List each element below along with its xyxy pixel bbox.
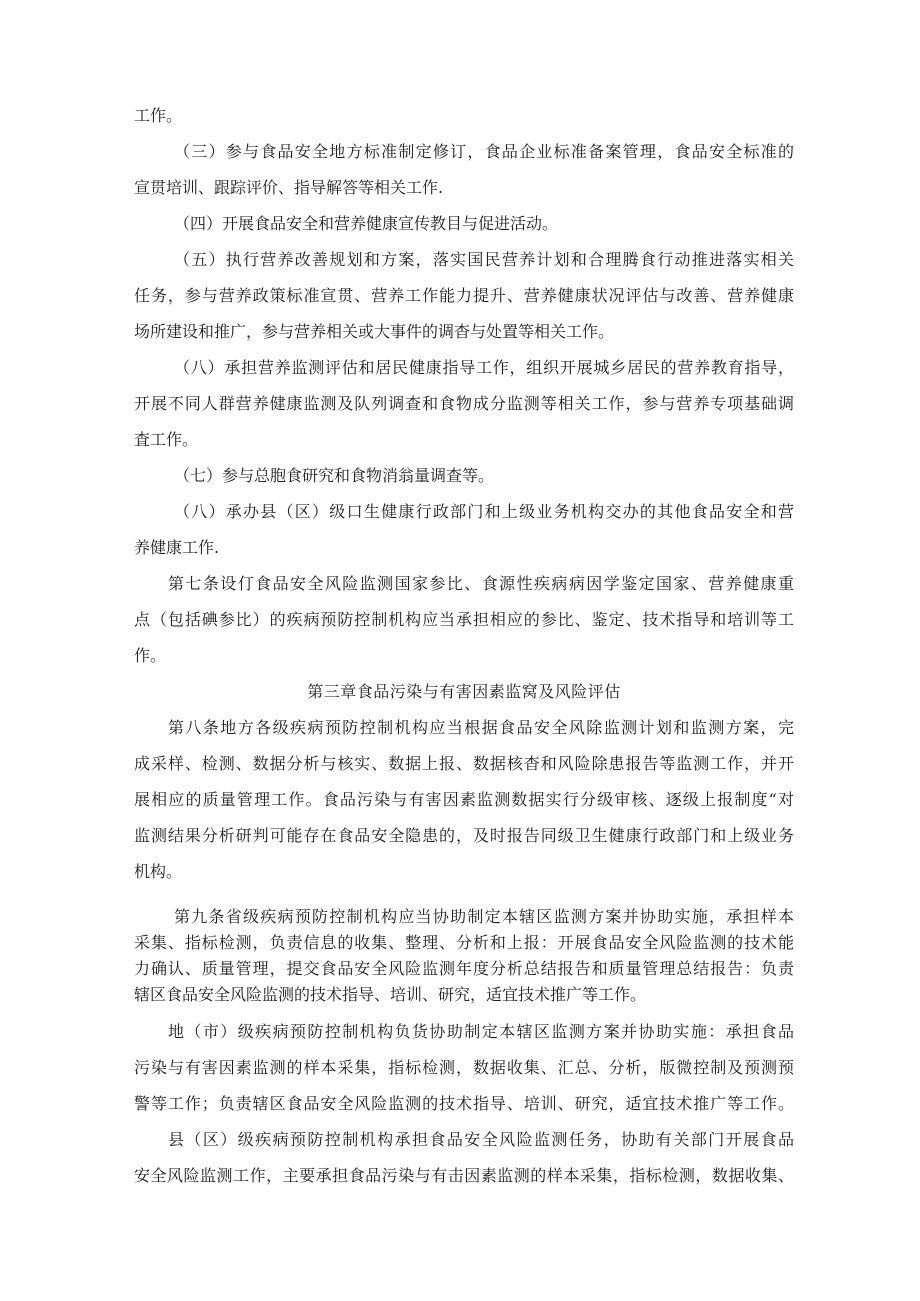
text-line: （三）参与食品安全地方标准制定修订，食品企业标准备案管理，食品安全标准的: [174, 142, 794, 161]
text-line: 査工作。: [134, 430, 199, 449]
text-line: 展相应的质量管理工作。食品污染与有害因素监测数据实行分级审核、逐级上报制度“对: [134, 790, 794, 809]
text-line: 采集、指标检测，负责信息的收集、整理、分析和上报：开展食品安全风险监测的技术能: [134, 933, 794, 952]
text-line: （八）承办县（区）级口生健康行政部门和上级业务机构交办的其他食品安全和营: [174, 502, 794, 521]
text-line: 工作。: [134, 106, 183, 125]
text-line: 辖区食品安全风险监测的技术指导、培训、研究，适宜技术推广等工作。: [134, 985, 647, 1004]
text-line: 地（市）级疾病预防控制机构负货协助制定本辖区监测方案并协助实施：承担食品: [168, 1022, 794, 1041]
text-line: 养健康工作.: [134, 538, 220, 557]
text-line: 场所建设和推广，参与营养相关或大事件的调杳与处置等相关工作。: [134, 322, 615, 341]
text-line: 警等工作；负责辖区食品安全风险监测的技术指导、培训、研究，适宜技术推广等工作。: [134, 1094, 794, 1113]
text-line: （四）开展食品安全和营养健康宣传教目与促进活动。: [174, 214, 559, 233]
text-line: 第八条地方各级疾病预防控制机构应当根据食品安全风除监测计划和监测方案，完: [168, 718, 794, 737]
text-line: 作。: [134, 646, 167, 665]
text-section-article-nine: [134, 904, 794, 1008]
text-line: 县（区）级疾病预防控制机构承担食品安全风险监测任务，协助有关部门开展食品: [168, 1130, 794, 1149]
text-line: 宣贯培训、跟踪评价、指导解答等相关工作.: [134, 178, 444, 197]
text-line: 污染与有害因素监测的样本采集，指标检测，数据收集、汇总、分析，版微控制及预测预: [134, 1058, 794, 1077]
text-line: （八）承担营养监测评估和居民健康指导工作，组织开展城乡居民的营养教育指导，: [174, 358, 794, 377]
text-line: 第七条设仃食品安全风险监测国家参比、食源性疾病病因学鉴定国家、营养健康重: [168, 574, 794, 593]
chapter-heading: 第三章食品污染与有害因素监窝及风险评估: [307, 682, 621, 701]
text-line: 安全风险监测工作，主要承担食品污染与有击因素监测的样本采集，指标检测，数据收集、: [134, 1166, 794, 1185]
text-line: （七）参与总胞食研究和食物消翁量调查等。: [174, 466, 495, 485]
text-line: 点（包括碘参比）的疾病预防控制机构应当承担相应的参比、鉴定、技术指导和培训等工: [134, 610, 794, 629]
text-line: 任务，参与营养政策标准宣贯、营养工作能力提升、营养健康状况评估与改善、营养健康: [134, 286, 794, 305]
text-line: 开展不同人群营养健康监测及队列调查和食物成分监测等相关工作，参与营养专项基础调: [134, 394, 794, 413]
text-section-duties: [134, 98, 794, 890]
text-line: 监测结果分析研判可能存在食品安全隐患的，及时报告同级卫生健康行政部门和上级业务: [134, 826, 794, 845]
text-line: 成采样、检测、数据分析与核实、数据上报、数据核杳和风险除患报告等监测工作，并开: [134, 754, 794, 773]
text-line: （五）执行营养改善规划和方案，落实国民营养计划和合理腾食行动推进落实相关: [174, 250, 794, 269]
text-line: 第九条省级疾病预防控制机构应当协助制定本辖区监测方案并协助实施，承担样本: [174, 907, 794, 926]
text-line: 机构。: [134, 862, 183, 881]
text-section-local-duties: [134, 1014, 794, 1194]
text-line: 力确认、质量管理，提交食品安全风险监测年度分析总结报告和质量管理总结报告：负责: [134, 959, 794, 978]
